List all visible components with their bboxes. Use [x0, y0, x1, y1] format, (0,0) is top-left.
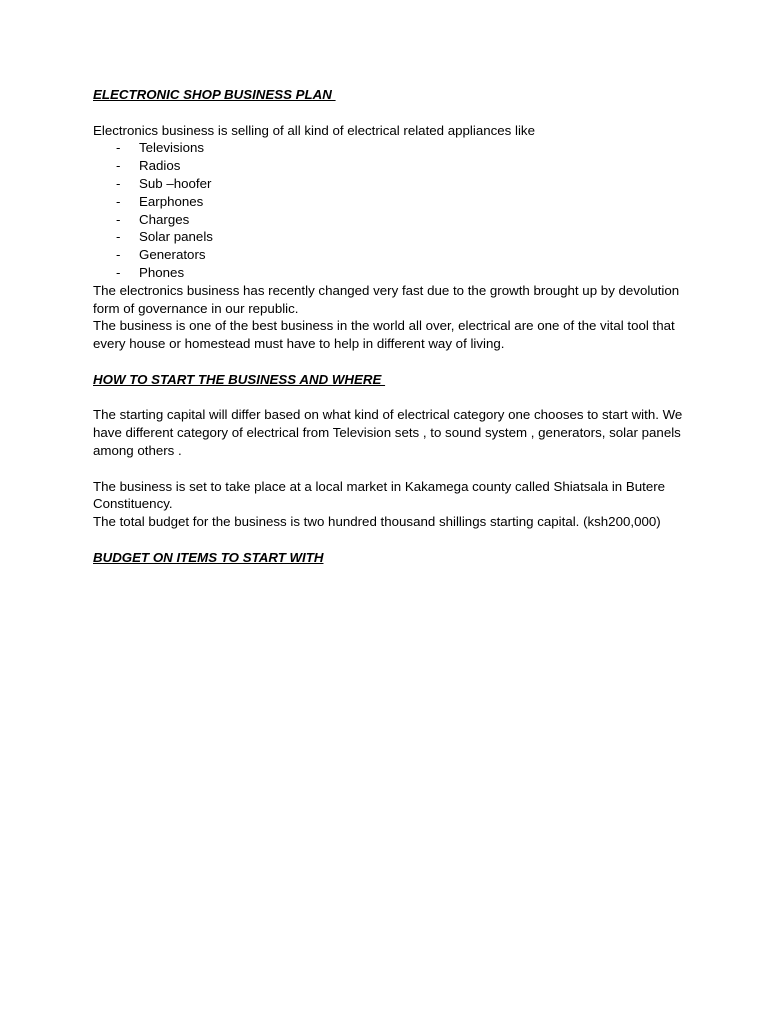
spacer: [93, 460, 683, 478]
bullet-marker: -: [116, 211, 121, 227]
growth-paragraph: The electronics business has recently changed very fast due to the growth brought up by devolution form of governance in our republic.: [93, 282, 680, 316]
spacer: [93, 353, 683, 371]
document-page: [93, 86, 683, 567]
spacer: [93, 389, 683, 407]
capital-paragraph: The starting capital will differ based on what kind of electrical category one chooses to start with. We have different category of electrical from Television sets , to sound system , generators, solar panels among others .: [93, 407, 683, 458]
list-item-text: Solar panels: [139, 229, 213, 245]
bullet-marker: -: [116, 193, 121, 209]
location-paragraph: The business is set to take place at a local market in Kakamega county called Shiatsala in Butere Constituency.: [93, 478, 666, 512]
spacer: [93, 531, 683, 549]
list-item: [93, 175, 683, 193]
section-heading-start: HOW TO START THE BUSINESS AND WHERE: [93, 371, 386, 387]
list-item: [93, 228, 683, 246]
list-item: [93, 246, 683, 264]
list-item: [93, 211, 683, 229]
list-item: [93, 157, 683, 175]
list-item: [93, 139, 683, 157]
list-item: [93, 264, 683, 282]
budget-paragraph: The total budget for the business is two hundred thousand shillings starting capital. (ksh200,000): [93, 514, 661, 530]
bullet-marker: -: [116, 175, 121, 191]
intro-paragraph: Electronics business is selling of all kind of electrical related appliances like: [93, 122, 535, 138]
list-item-text: Charges: [139, 211, 190, 227]
list-item-text: Generators: [139, 247, 206, 263]
bullet-marker: -: [116, 158, 121, 174]
spacer: [93, 104, 683, 122]
bullet-marker: -: [116, 140, 121, 156]
appliance-list: [93, 139, 683, 281]
list-item-text: Phones: [139, 264, 185, 280]
section-heading-budget: BUDGET ON ITEMS TO START WITH: [93, 549, 324, 565]
list-item-text: Earphones: [139, 193, 204, 209]
list-item-text: Radios: [139, 158, 181, 174]
importance-paragraph: The business is one of the best business in the world all over, electrical are one of the vital tool that every house or homestead must have to help in different way of living.: [93, 318, 675, 352]
bullet-marker: -: [116, 229, 121, 245]
list-item: [93, 193, 683, 211]
bullet-marker: -: [116, 247, 121, 263]
bullet-marker: -: [116, 264, 121, 280]
list-item-text: Televisions: [139, 140, 205, 156]
list-item-text: Sub –hoofer: [139, 175, 212, 191]
document-title: ELECTRONIC SHOP BUSINESS PLAN: [93, 87, 336, 102]
